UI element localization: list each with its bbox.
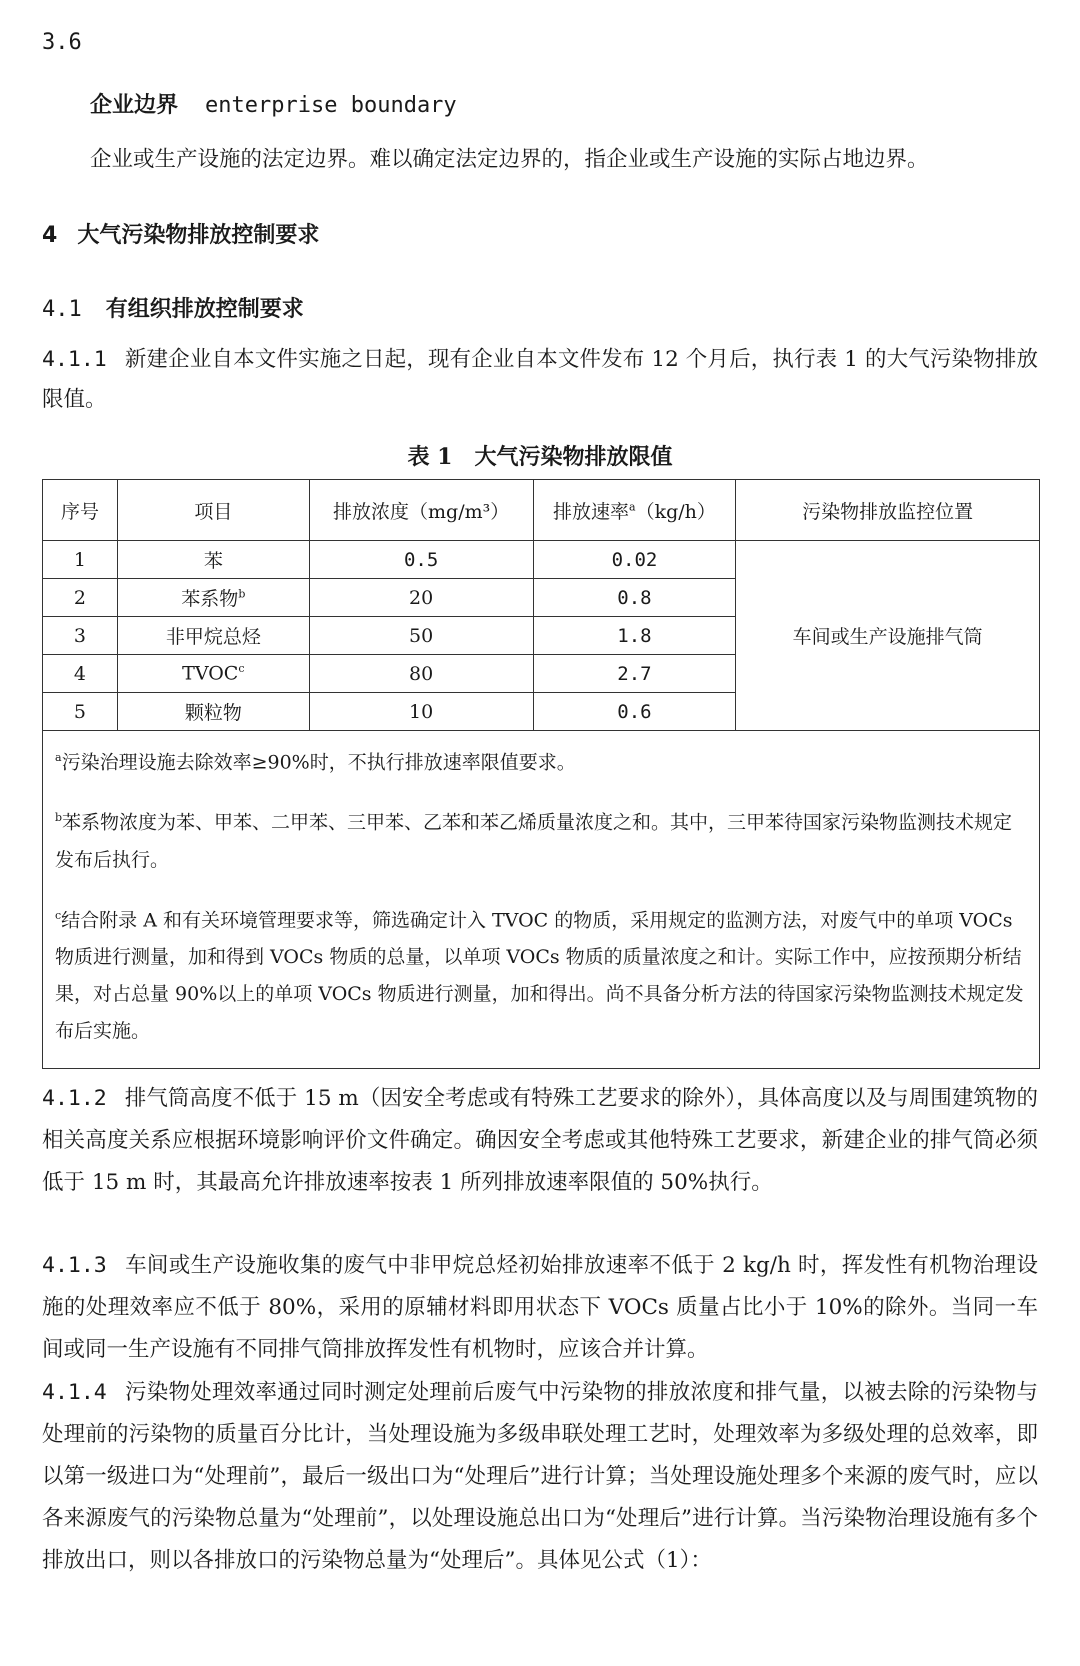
paragraph-text: 车间或生产设施收集的废气中非甲烷总烃初始排放速率不低于 2 kg/h 时，挥发性有机物治理设施的处理效率应不低于 80%，采用的原辅材料即用状态下 VOCs 质量占比小于 10%的除外。当同一车间或同一生产设施有不同排气筒排放挥发性有机物时，应该合并计算。 [42,1253,1038,1362]
cell-rate: 0.8 [533,579,736,617]
cell-item [117,655,309,693]
section-number: 4 [42,223,58,248]
header-rate-label: 排放速率 [553,500,630,523]
paragraph-number: 4.1.3 [42,1253,107,1278]
cell-item [117,541,309,579]
paragraph-4-1-3 [42,1245,1038,1371]
header-rate-unit: （kg/h） [635,500,716,523]
cell-rate: 1.8 [533,617,736,655]
note-text: 结合附录 A 和有关环境管理要求等，筛选确定计入 TVOC 的物质，采用规定的监测方法，对废气中的单项 VOCs 物质进行测量，加和得到 VOCs 物质的总量，以单项 VOCs 物质的质量浓度之和计。实际工作中，应按预期分析结果，对占总量 90%以上的单项 VOCs 物质进行测量，加和得出。尚不具备分析方法的待国家污染物监测技术规定发布后实施。 [55,908,1024,1042]
subsection-number: 4.1 [42,297,82,322]
subsection-heading [42,292,304,323]
header-concentration: 排放浓度（mg/m³） [309,480,533,541]
cell-no: 3 [43,617,118,655]
table-note [55,799,1027,878]
section-heading [42,218,319,249]
term-zh: 企业边界 [90,92,179,118]
item-label: 苯系物 [181,588,239,610]
cell-item [117,693,309,731]
table-row [43,541,1040,579]
paragraph-4-1-4 [42,1372,1038,1582]
table-notes-row [43,731,1040,1069]
note-text: 苯系物浓度为苯、甲苯、二甲苯、三甲苯、乙苯和苯乙烯质量浓度之和。其中，三甲苯待国家污染物监测技术规定发布后执行。 [55,811,1013,871]
table-note [55,739,1027,781]
item-footnote-mark: c [238,662,245,676]
cell-no: 1 [43,541,118,579]
table-caption [0,440,1080,471]
table-caption-number: 表 1 [407,444,453,470]
item-label: TVOC [182,662,239,685]
cell-no: 5 [43,693,118,731]
cell-concentration: 20 [309,579,533,617]
cell-rate: 0.6 [533,693,736,731]
header-item: 项目 [117,480,309,541]
table-header-row [43,480,1040,541]
note-text: 污染治理设施去除效率≥90%时，不执行排放速率限值要求。 [61,751,576,774]
paragraph-text: 污染物处理效率通过同时测定处理前后废气中污染物的排放浓度和排气量，以被去除的污染物与处理前的污染物的质量百分比计，当处理设施为多级串联处理工艺时，处理效率为多级处理的总效率，即以第一级进口为“处理前”，最后一级出口为“处理后”进行计算；当处理设施处理多个来源的废气时，应以各来源废气的污染物总量为“处理前”，以处理设施总出口为“处理后”进行计算。当污染物治理设施有多个排放出口，则以各排放口的污染物总量为“处理后”。具体见公式（1）： [42,1380,1038,1573]
note-mark: a [55,751,62,764]
term-heading [90,88,457,119]
table-notes [43,731,1040,1069]
cell-item [117,617,309,655]
cell-concentration: 10 [309,693,533,731]
header-rate [533,480,736,541]
note-mark: b [55,811,63,825]
paragraph-number: 4.1.1 [42,347,107,372]
header-no: 序号 [43,480,118,541]
cell-rate: 2.7 [533,655,736,693]
paragraph-4-1-2 [42,1078,1038,1204]
note-mark: c [55,908,62,922]
cell-location: 车间或生产设施排气筒 [736,541,1040,731]
cell-rate: 0.02 [533,541,736,579]
cell-no: 4 [43,655,118,693]
item-label: 非甲烷总烃 [165,626,261,648]
cell-item [117,579,309,617]
header-location: 污染物排放监控位置 [736,480,1040,541]
cell-no: 2 [43,579,118,617]
paragraph-text: 新建企业自本文件实施之日起，现有企业自本文件发布 12 个月后，执行表 1 的大气污染物排放限值。 [42,347,1038,412]
paragraph-4-1-1 [42,340,1038,420]
table-note [55,897,1027,1050]
section-title: 大气污染物排放控制要求 [77,223,320,248]
paragraph-number: 4.1.4 [42,1380,107,1405]
paragraph-text: 排气筒高度不低于 15 m（因安全考虑或有特殊工艺要求的除外），具体高度以及与周围建筑物的相关高度关系应根据环境影响评价文件确定。确因安全考虑或其他特殊工艺要求，新建企业的排气筒必须低于 15 m 时，其最高允许排放速率按表 1 所列排放速率限值的 50%执行。 [42,1086,1038,1195]
paragraph-number: 4.1.2 [42,1086,107,1111]
item-footnote-mark: b [238,587,246,601]
term-en: enterprise boundary [205,93,457,118]
cell-concentration: 50 [309,617,533,655]
emission-limits-table [42,479,1040,1069]
subsection-title: 有组织排放控制要求 [105,297,304,322]
cell-concentration: 80 [309,655,533,693]
header-rate-sup: a [629,500,636,514]
clause-number: 3.6 [42,30,82,55]
cell-concentration: 0.5 [309,541,533,579]
table-caption-title: 大气污染物排放限值 [474,444,673,470]
item-label: 苯 [203,550,223,572]
term-definition: 企业或生产设施的法定边界。难以确定法定边界的，指企业或生产设施的实际占地边界。 [90,147,929,172]
item-label: 颗粒物 [184,702,242,724]
